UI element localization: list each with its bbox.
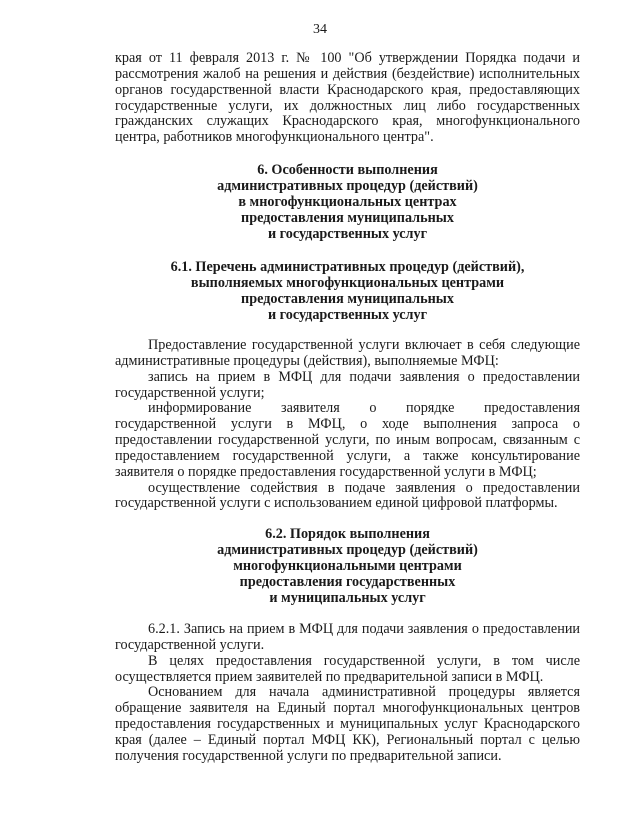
body-paragraph: Предоставление государственной услуги включает в себя следующие административные процедуры (действия), выполняемые МФЦ:: [115, 337, 580, 369]
section-6-1-body: [115, 338, 580, 512]
section-6-title-line: и государственных услуг: [267, 226, 428, 242]
section-6-1-title: [115, 259, 580, 323]
section-6-title-line: административных процедур (действий): [217, 178, 478, 194]
section-6-2-body: [115, 622, 580, 765]
body-paragraph: В целях предоставления государственной услуги, в том числе осуществляется прием заявителей по предварительной записи в МФЦ.: [115, 652, 580, 685]
section-6-2-title-line: и муниципальных услуг: [269, 590, 426, 606]
section-6-2-title: [115, 526, 580, 606]
body-paragraph: информирование заявителя о порядке предоставления государственной услуги в МФЦ, о ходе выполнения запроса о предоставлении государственной услуги, по иным вопросам, связанным с предоставлением государственной услуги, а также консультирование заявителя о порядке предоставления государственной услуги в МФЦ;: [115, 400, 580, 480]
section-6-title-line: 6. Особенности выполнения: [257, 162, 438, 178]
section-6-2-title-line: предоставления государственных: [239, 574, 456, 590]
section-6-2-heading: [115, 526, 580, 606]
body-paragraph: 6.2.1. Запись на прием в МФЦ для подачи заявления о предоставлении государственной услуги.: [115, 621, 580, 653]
body-paragraph: осуществление содействия в подаче заявления о предоставлении государственной услуги с использованием единой цифровой платформы.: [115, 479, 580, 512]
section-6-2-title-line: административных процедур (действий): [217, 542, 478, 558]
body-paragraph: запись на прием в МФЦ для подачи заявления о предоставлении государственной услуги;: [115, 368, 580, 401]
section-6-1-title-line: предоставления муниципальных: [241, 291, 454, 307]
section-6-1-heading: [115, 259, 580, 323]
section-6-2-title-line: многофункциональными центрами: [233, 558, 462, 574]
section-6-title: [115, 162, 580, 242]
section-6-2-title-line: 6.2. Порядок выполнения: [265, 526, 430, 542]
body-paragraph: Основанием для начала административной процедуры является обращение заявителя на Единый портал многофункциональных центров предоставления государственных и муниципальных услуг Краснодарского края (далее – Единый портал МФЦ КК), Региональный портал с целью получения государственной услуги по предварительной записи.: [115, 684, 580, 764]
section-6-title-line: предоставления муниципальных: [241, 210, 454, 226]
page-number: 34: [313, 22, 327, 37]
section-6-title-line: в многофункциональных центрах: [238, 194, 457, 210]
section-6-1-title-line: выполняемых многофункциональных центрами: [190, 275, 505, 291]
intro-paragraph: края от 11 февраля 2013 г. № 100 "Об утверждении Порядка подачи и рассмотрения жалоб на решения и действия (бездействие) исполнительных органов государственной власти Краснодарского края, предоставляющих государственные услуги, их должностных лиц либо государственных гражданских служащих Краснодарского края, многофункционального центра, работников многофункционального центра".: [115, 50, 580, 146]
intro-block: [115, 51, 580, 146]
section-6-1-title-line: 6.1. Перечень административных процедур (действий),: [170, 259, 525, 275]
section-6-1-title-line: и государственных услуг: [267, 307, 428, 323]
section-6-heading: [115, 162, 580, 242]
